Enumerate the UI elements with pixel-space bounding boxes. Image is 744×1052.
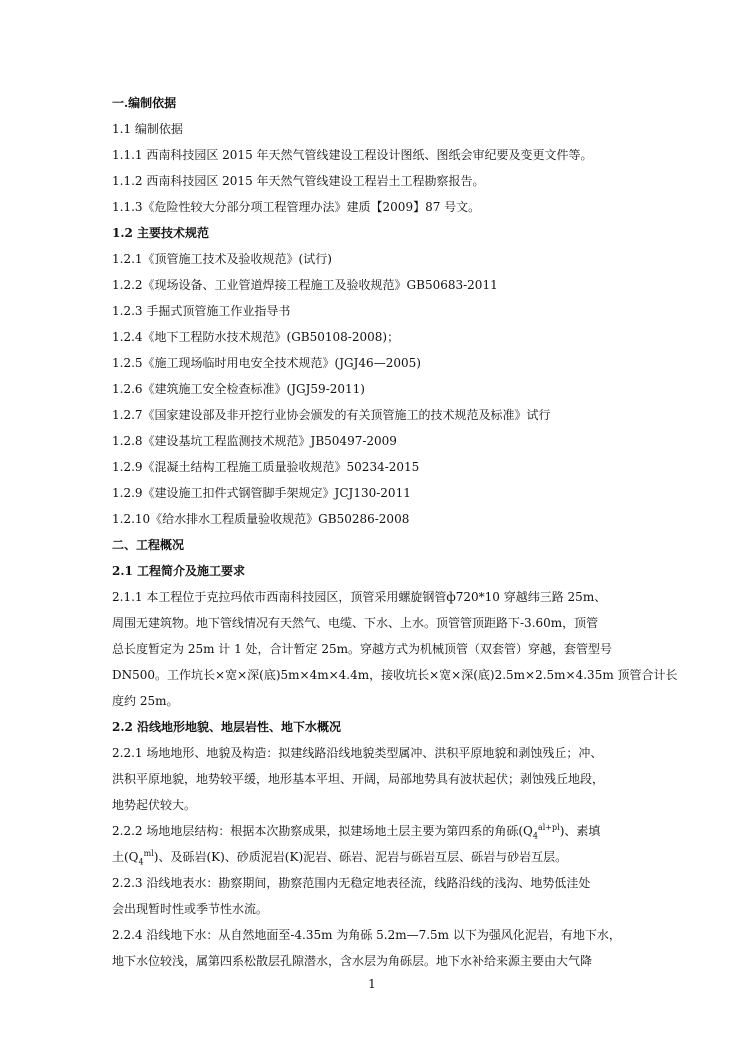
text-line: 2.2.4 沿线地下水：从自然地面至-4.35m 为角砾 5.2m—7.5m 以下为强风化泥岩，有地下水， <box>112 928 621 942</box>
text-line: 地下水位较浅，属第四系松散层孔隙潜水，含水层为角砾层。地下水补给来源主要由大气降 <box>112 954 593 968</box>
text-line: 周围无建筑物。地下管线情况有天然气、电缆、下水、上水。顶管管顶距路下-3.60m，顶管 <box>112 616 599 630</box>
heading-tech-standards: 1.2 主要技术规范 <box>112 226 210 240</box>
paragraph-project-intro <box>112 584 678 714</box>
standard-item: 1.2.3 手掘式顶管施工作业指导书 <box>112 304 291 318</box>
standard-item: 1.2.5《施工现场临时用电安全技术规范》(JGJ46—2005) <box>112 356 421 370</box>
text-line: 1.1.1 西南科技园区 2015 年天然气管线建设工程设计图纸、图纸会审纪要及变更文件等。 <box>112 148 593 162</box>
text-line: 会出现暂时性或季节性水流。 <box>112 902 269 916</box>
text-line: 1.1 编制依据 <box>112 122 183 136</box>
text-run: )、及砾岩(K)、砂质泥岩(K)泥岩、砾岩、泥岩与砾岩互层、砾岩与砂岩互层。 <box>153 850 568 864</box>
text-line: 洪积平原地貌，地势较平缓，地形基本平坦、开阔，局部地势具有波状起伏；剥蚀残丘地段， <box>112 772 605 786</box>
document-body <box>112 90 678 974</box>
text-line: 总长度暂定为 25m 计 1 处，合计暂定 25m。穿越方式为机械顶管（双套管）穿越，套管型号 <box>112 642 613 656</box>
standard-item: 1.2.1《顶管施工技术及验收规范》(试行) <box>112 252 332 266</box>
text-run: )、素填 <box>559 824 601 838</box>
subscript: 4 <box>532 831 538 841</box>
paragraph-groundwater <box>112 922 634 974</box>
text-run: 2.2.2 场地地层结构：根据本次勘察成果，拟建场地土层主要为第四系的角砾(Q <box>112 824 533 838</box>
standard-item: 1.2.7《国家建设部及非开挖行业协会颁发的有关顶管施工的技术规范及标准》试行 <box>112 408 551 422</box>
text-line: DN500。工作坑长×宽×深(底)5m×4m×4.4m，接收坑长×宽×深(底)2.5m×2.5m×4.35m 顶管合计长 <box>112 668 678 682</box>
text-run: 土(Q <box>112 850 139 864</box>
text-line: 度约 25m。 <box>112 694 179 708</box>
standard-item: 1.2.9《建设施工扣件式钢管脚手架规定》JCJ130-2011 <box>112 486 411 500</box>
text-line: 地势起伏较大。 <box>112 798 197 812</box>
text-line: 1.1.2 西南科技园区 2015 年天然气管线建设工程岩土工程勘察报告。 <box>112 174 485 188</box>
subscript: 4 <box>138 857 144 867</box>
text-line: 2.1.1 本工程位于克拉玛依市西南科技园区，顶管采用螺旋钢管ф720*10 穿越纬三路 25m、 <box>112 590 607 604</box>
page-number: 1 <box>368 977 376 991</box>
text-line: 2.2.1 场地地形、地貌及构造：拟建线路沿线地貌类型属冲、洪积平原地貌和剥蚀残丘；冲、 <box>112 746 603 760</box>
standard-item: 1.2.4《地下工程防水技术规范》(GB50108-2008)； <box>112 330 400 344</box>
text-line <box>112 844 634 870</box>
heading-terrain-geology: 2.2 沿线地形地貌、地层岩性、地下水概况 <box>112 720 342 734</box>
standard-item: 1.2.10《给水排水工程质量验收规范》GB50286-2008 <box>112 512 410 526</box>
standard-item: 1.2.6《建筑施工安全检查标准》(JGJ59-2011) <box>112 382 365 396</box>
paragraph-surface-water <box>112 870 634 922</box>
text-line <box>112 818 634 844</box>
standard-item: 1.2.9《混凝土结构工程施工质量验收规范》50234-2015 <box>112 460 420 474</box>
superscript: al+pl <box>537 823 560 832</box>
heading-project-intro: 2.1 工程简介及施工要求 <box>112 564 246 578</box>
heading-compile-basis: 一.编制依据 <box>112 96 177 110</box>
standard-item: 1.2.8《建设基坑工程监测技术规范》JB50497-2009 <box>112 434 397 448</box>
paragraph-terrain <box>112 740 634 818</box>
text-line: 2.2.3 沿线地表水：勘察期间，勘察范围内无稳定地表径流，线路沿线的浅沟、地势低洼处 <box>112 876 591 890</box>
superscript: ml <box>143 849 154 858</box>
heading-project-overview: 二、工程概况 <box>112 538 185 552</box>
paragraph-strata <box>112 818 634 870</box>
standard-item: 1.2.2《现场设备、工业管道焊接工程施工及验收规范》GB50683-2011 <box>112 278 498 292</box>
text-line: 1.1.3《危险性较大分部分项工程管理办法》建质【2009】87 号文。 <box>112 200 481 214</box>
